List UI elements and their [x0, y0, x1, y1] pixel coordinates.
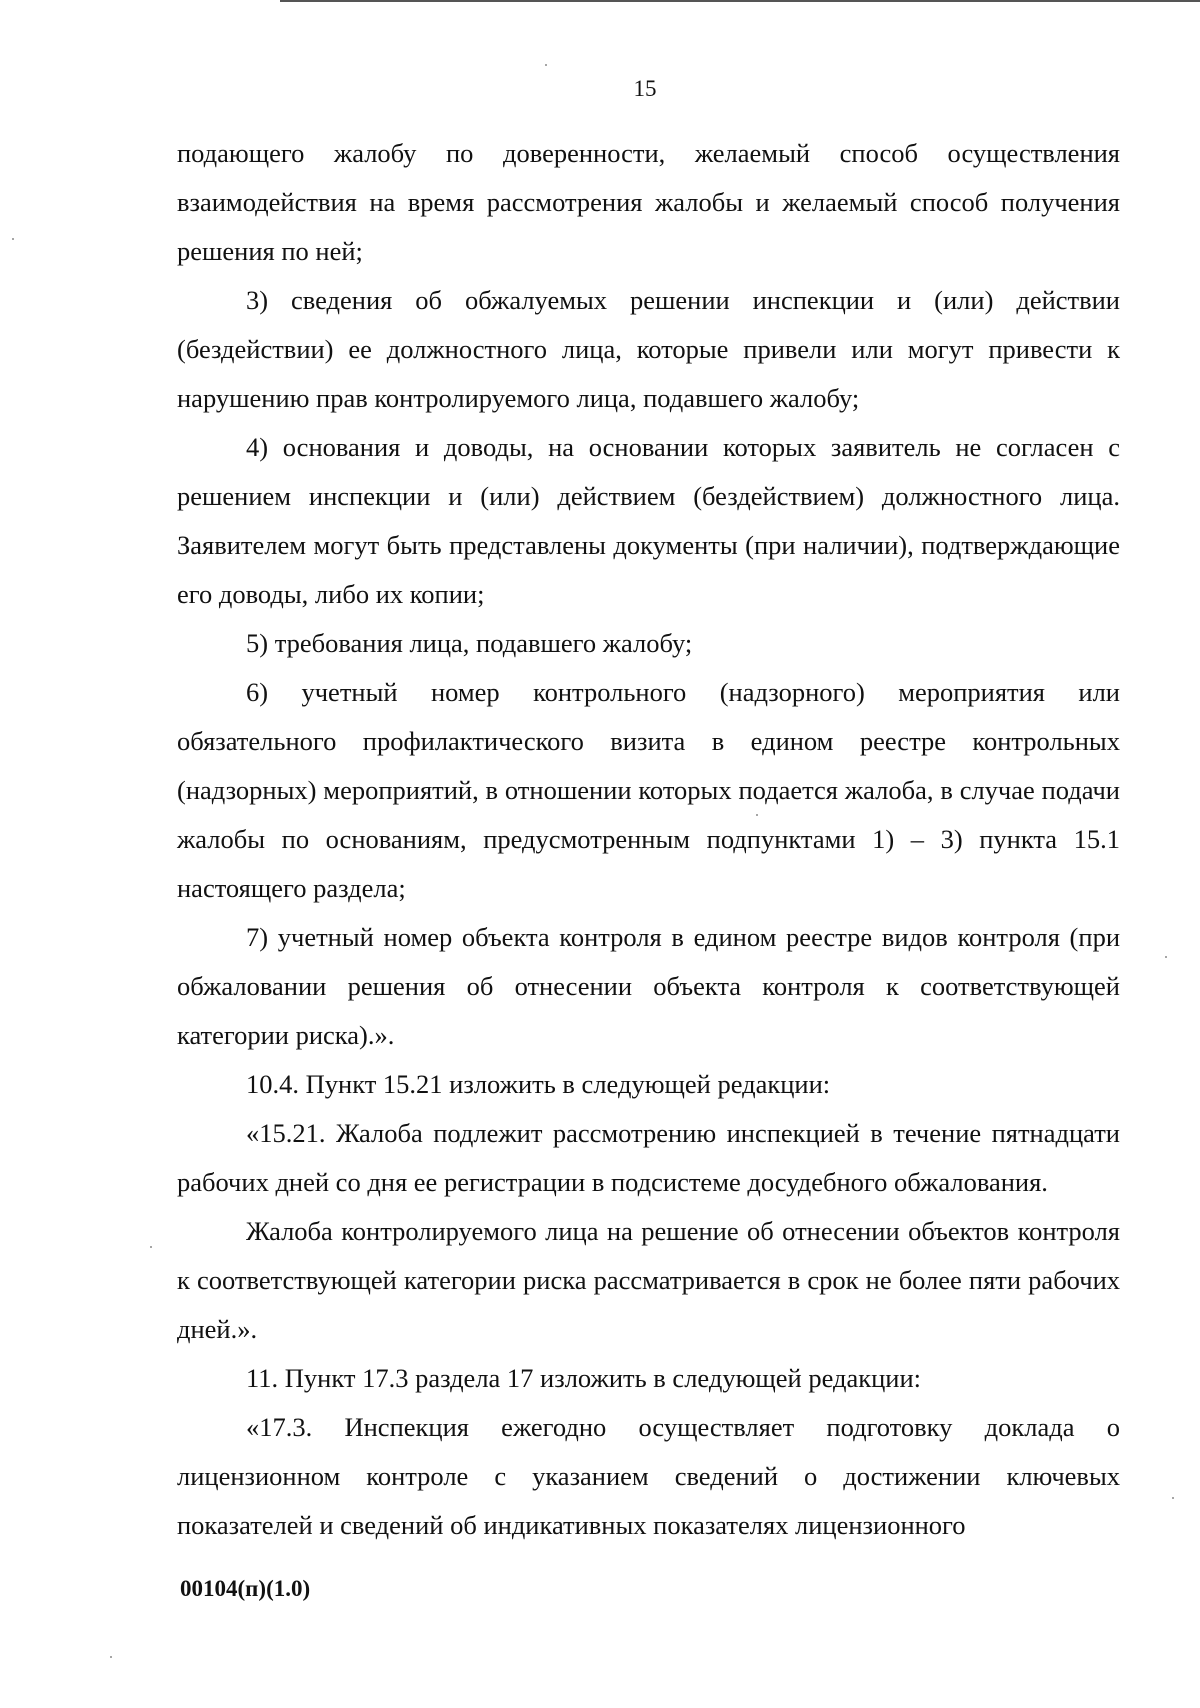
- paragraph-11: 11. Пункт 17.3 раздела 17 изложить в следующей редакции:: [246, 1363, 922, 1393]
- paragraph-item-5: 5) требования лица, подавшего жалобу;: [246, 628, 693, 658]
- paragraph-item-3: 3) сведения об обжалуемых решении инспекции и (или) действии (бездействии) ее должностного лица, которые привели или могут привести к нарушению прав контролируемого лица, подавшего жалобу;: [177, 285, 1120, 413]
- page-number: 15: [633, 76, 657, 101]
- scan-speck: [545, 64, 547, 66]
- paragraph-10-4: 10.4. Пункт 15.21 изложить в следующей редакции:: [246, 1069, 831, 1099]
- paragraph-15-21-continued: Жалоба контролируемого лица на решение об отнесении объектов контроля к соответствующей категории риска рассматривается в срок не более пяти рабочих дней.».: [177, 1216, 1120, 1344]
- document-body: [177, 129, 1120, 1550]
- scan-speck: [12, 238, 14, 240]
- scan-speck: [1165, 956, 1167, 958]
- paragraph-item-6: 6) учетный номер контрольного (надзорного) мероприятия или обязательного профилактического визита в едином реестре контрольных (надзорных) мероприятий, в отношении которых подается жалоба, в случае подачи жалобы по основаниям, предусмотренным подпунктами 1) – 3) пункта 15.1 настоящего раздела;: [177, 677, 1120, 903]
- paragraph-continuation: подающего жалобу по доверенности, желаемый способ осуществления взаимодействия на время рассмотрения жалобы и желаемый способ получения решения по ней;: [177, 138, 1120, 266]
- scan-speck: [150, 1246, 152, 1248]
- top-border-line: [280, 0, 1200, 2]
- scan-speck: [756, 814, 758, 816]
- document-code: 00104(п)(1.0): [180, 1576, 311, 1601]
- scan-speck: [1172, 1497, 1174, 1499]
- paragraph-17-3: «17.3. Инспекция ежегодно осуществляет подготовку доклада о лицензионном контроле с указанием сведений о достижении ключевых показателей и сведений об индикативных показателях лицензионного: [177, 1412, 1120, 1540]
- paragraph-item-7: 7) учетный номер объекта контроля в едином реестре видов контроля (при обжаловании решения об отнесении объекта контроля к соответствующей категории риска).».: [177, 922, 1120, 1050]
- paragraph-item-4: 4) основания и доводы, на основании которых заявитель не согласен с решением инспекции и (или) действием (бездействием) должностного лица. Заявителем могут быть представлены документы (при наличии), подтверждающие его доводы, либо их копии;: [177, 432, 1120, 609]
- paragraph-15-21: «15.21. Жалоба подлежит рассмотрению инспекцией в течение пятнадцати рабочих дней со дня ее регистрации в подсистеме досудебного обжалования.: [177, 1118, 1120, 1197]
- scan-speck: [110, 1656, 112, 1658]
